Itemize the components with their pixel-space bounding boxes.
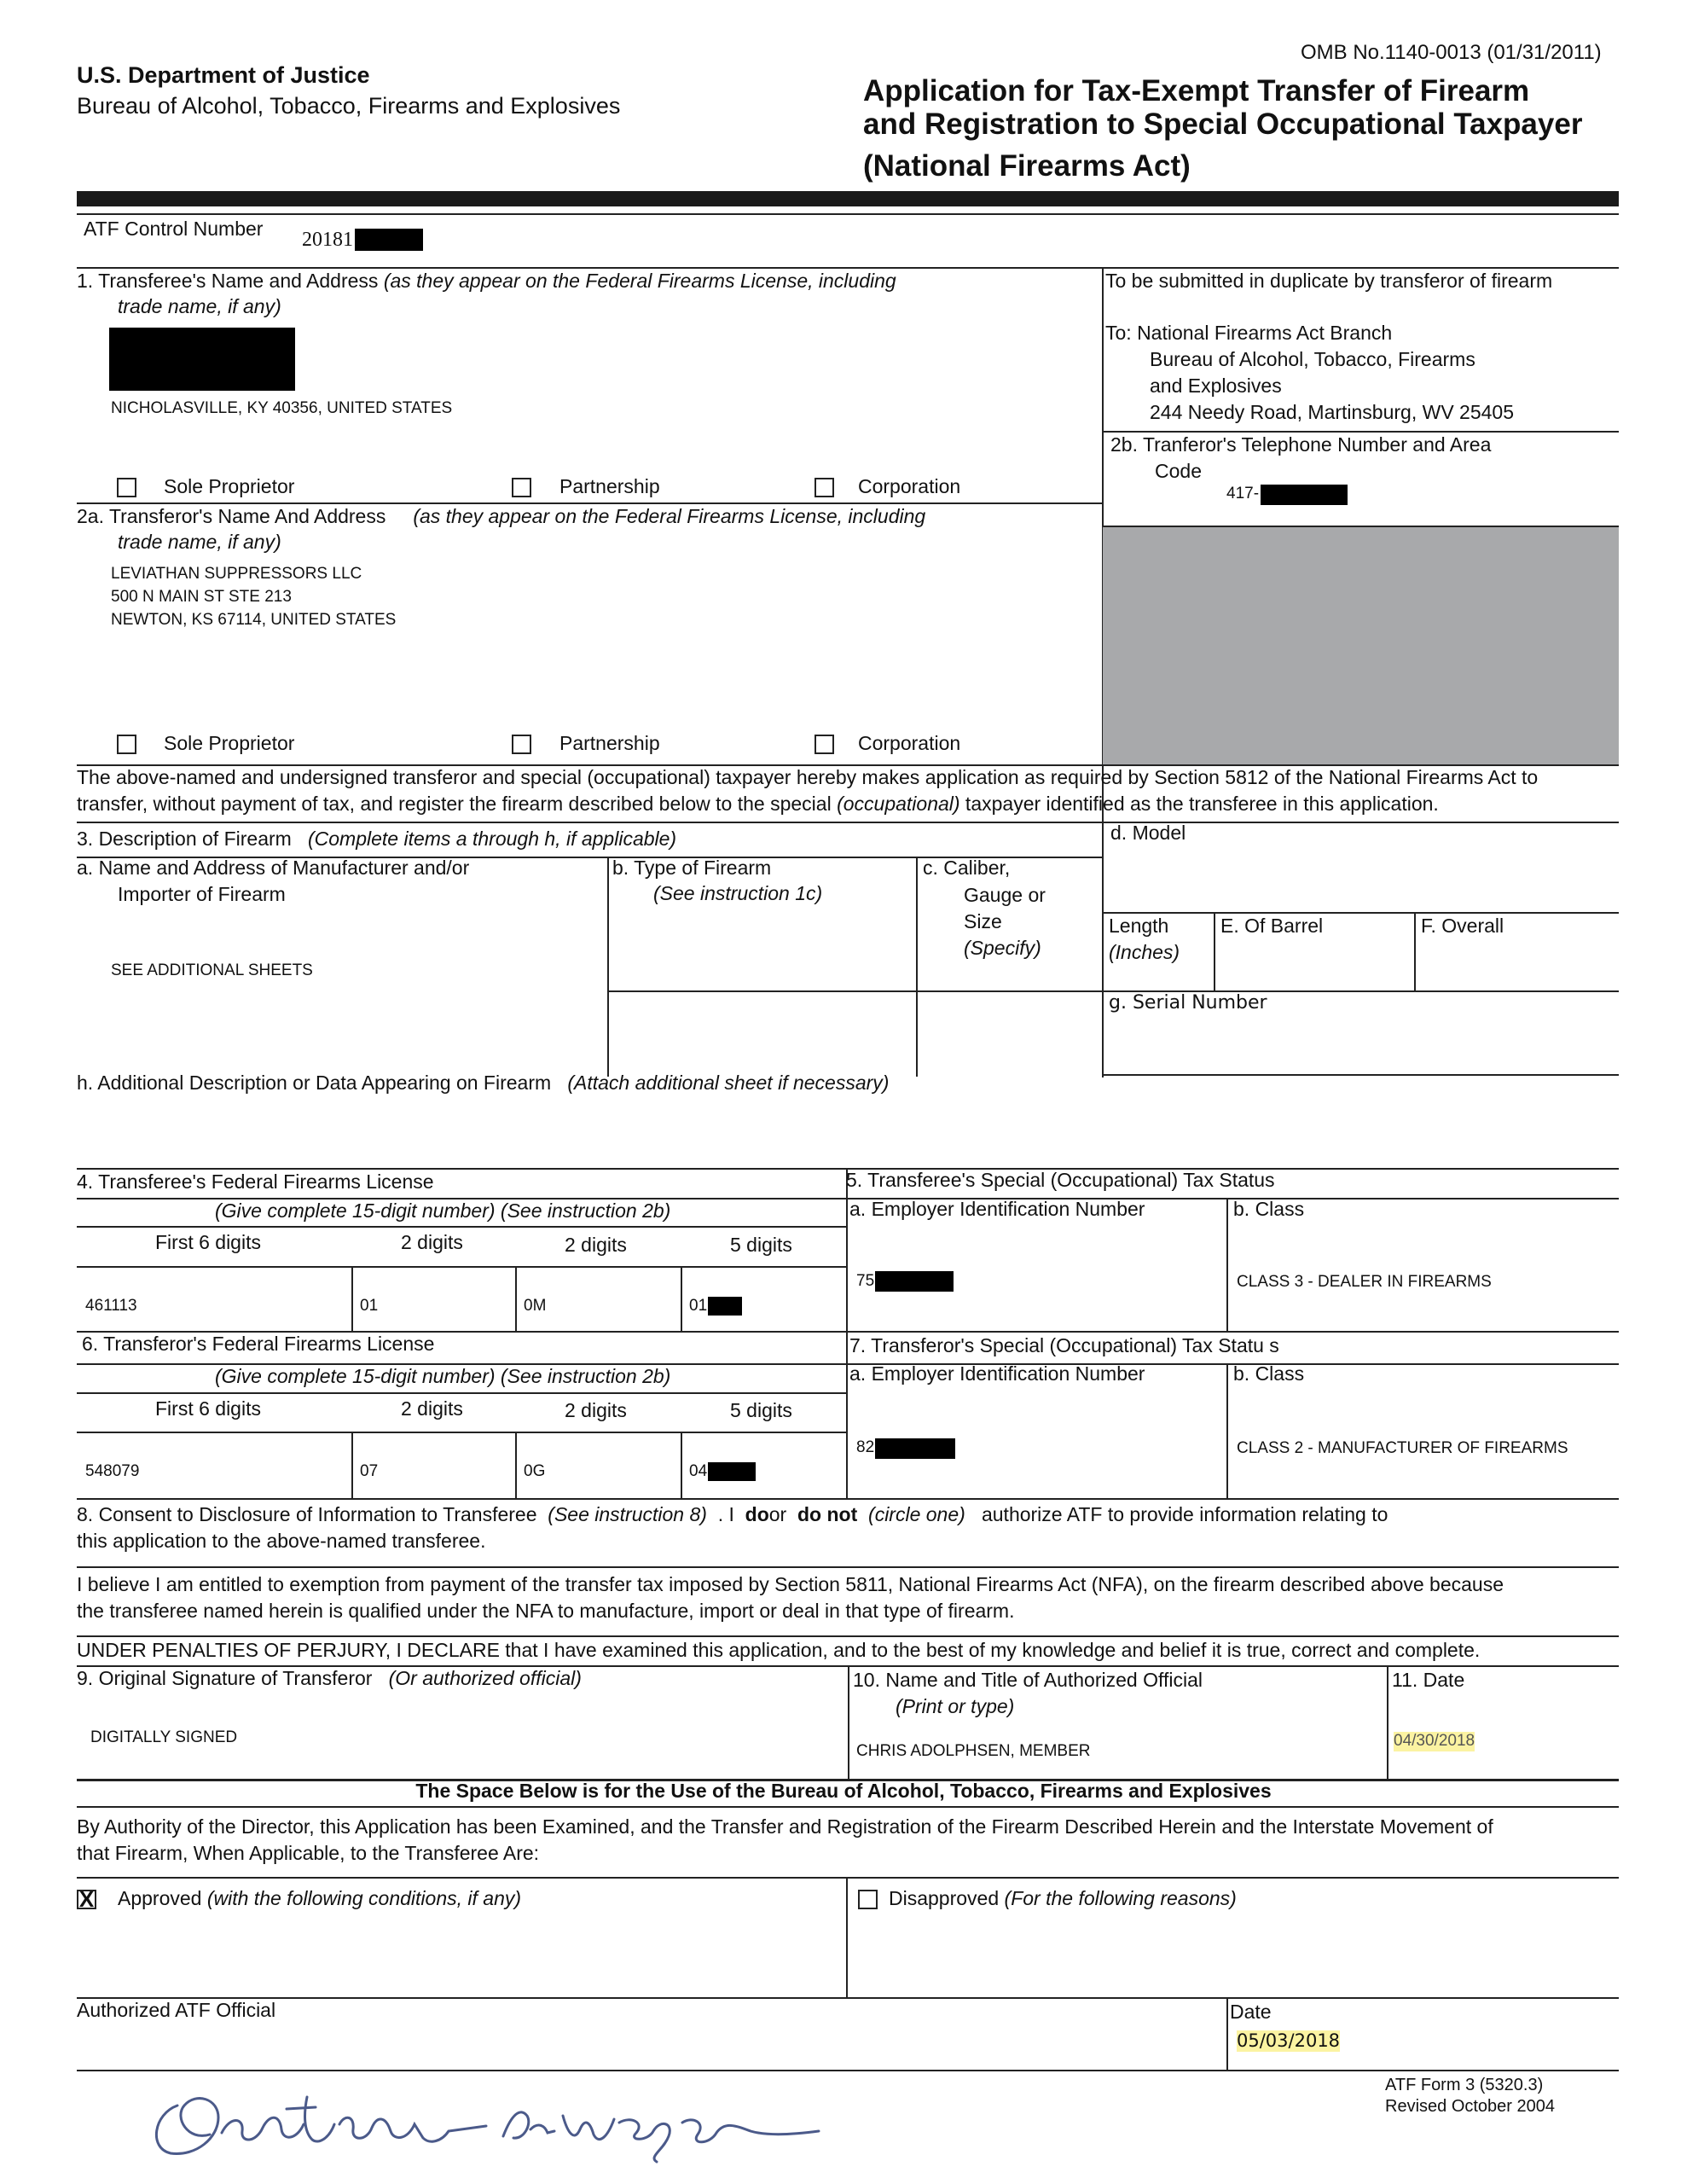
- item3d-label: d. Model: [1110, 822, 1186, 844]
- manufacturer-value: SEE ADDITIONAL SHEETS: [111, 961, 313, 979]
- transferor-ffl-2digits-a: 07: [360, 1462, 379, 1480]
- ffl-header-2digits: 2 digits: [565, 1234, 627, 1256]
- atf-official-signature: [136, 2063, 887, 2165]
- transferee-address: NICHOLASVILLE, KY 40356, UNITED STATES: [111, 399, 453, 417]
- item8-text-a: 8. Consent to Disclosure of Information to Transferee: [77, 1503, 537, 1525]
- transferee-partnership-label: Partnership: [559, 475, 660, 497]
- barrel-length-label: E. Of Barrel: [1220, 915, 1324, 937]
- divider: [846, 1168, 848, 1499]
- divider: [916, 857, 918, 1077]
- length-label2: (Inches): [1109, 941, 1180, 963]
- divider: [77, 213, 1619, 215]
- bureau-name: Bureau of Alcohol, Tobacco, Firearms and Explosives: [77, 93, 621, 119]
- atf-date-label: Date: [1230, 2001, 1272, 2023]
- divider: [681, 1266, 682, 1331]
- redaction: [875, 1438, 955, 1459]
- redaction: [875, 1271, 954, 1292]
- item9-note: (Or authorized official): [388, 1667, 582, 1689]
- item3h-note: (Attach additional sheet if necessary): [567, 1072, 890, 1094]
- item3c-label3: Size: [964, 910, 1002, 932]
- submit-to-line3: and Explosives: [1150, 375, 1282, 397]
- divider: [848, 1665, 849, 1780]
- redaction: [708, 1297, 742, 1316]
- submit-instruction: To be submitted in duplicate by transferor of firearm: [1105, 270, 1553, 292]
- exemption-line1: I believe I am entitled to exemption from payment of the transfer tax imposed by Section 5811, National Firearms Act (NFA), on the firearm described above because: [77, 1573, 1504, 1595]
- item8-text-b: . I: [717, 1503, 734, 1525]
- control-number-label: ATF Control Number: [84, 218, 264, 240]
- divider: [515, 1432, 517, 1499]
- item6-label: 6. Transferor's Federal Firearms License: [82, 1333, 435, 1355]
- item3c-label2: Gauge or: [964, 884, 1046, 906]
- divider: [681, 1432, 682, 1499]
- item5-label: 5. Transferee's Special (Occupational) Tax Status: [846, 1169, 1275, 1191]
- divider: [77, 1566, 1619, 1568]
- item8-line2: this application to the above-named transferee.: [77, 1530, 486, 1552]
- divider: [77, 267, 1619, 269]
- length-label1: Length: [1109, 915, 1169, 937]
- transferee-partnership-checkbox[interactable]: [512, 478, 531, 497]
- redaction: [1261, 485, 1348, 505]
- transferor-partnership-label: Partnership: [559, 732, 660, 754]
- divider: [77, 1392, 846, 1394]
- ffl-header-first6: First 6 digits: [155, 1231, 261, 1253]
- item8-or: or: [768, 1503, 787, 1525]
- disapproved-text: Disapproved: [889, 1887, 1000, 1909]
- item2a-note-b: trade name, if any): [118, 531, 281, 553]
- atf-official-label: Authorized ATF Official: [77, 1999, 276, 2021]
- item8-note: (See instruction 8): [548, 1503, 707, 1525]
- item2a-note: (as they appear on the Federal Firearms License, including: [413, 505, 926, 527]
- approved-note: (with the following conditions, if any): [206, 1887, 522, 1909]
- divider: [351, 1266, 353, 1331]
- item5b-label: b. Class: [1233, 1198, 1305, 1220]
- declaration-line2-c: taxpayer identified as the transferee in this application.: [959, 793, 1439, 815]
- item3h-label: [77, 1072, 889, 1095]
- consent-do-option[interactable]: do: [745, 1503, 769, 1525]
- atf-authority-line2: that Firearm, When Applicable, to the Transferee Are:: [77, 1842, 540, 1864]
- divider: [77, 1226, 846, 1228]
- atf-approval-date: 05/03/2018: [1237, 2030, 1341, 2051]
- form-revised: Revised October 2004: [1385, 2097, 1556, 2116]
- header-rule: [77, 191, 1619, 206]
- serial-number-label: g. Serial Number: [1109, 992, 1267, 1014]
- item8-line1: [77, 1503, 1388, 1527]
- atf-section-header: The Space Below is for the Use of the Bureau of Alcohol, Tobacco, Firearms and Explosives: [415, 1780, 1272, 1802]
- transferor-corporation-label: Corporation: [858, 732, 961, 754]
- divider: [846, 1877, 848, 1998]
- transferor-ffl-2digits-b: 0G: [524, 1462, 546, 1480]
- divider: [1226, 1997, 1228, 2071]
- transferor-class: CLASS 2 - MANUFACTURER OF FIREARMS: [1237, 1439, 1568, 1457]
- shaded-area: [1103, 527, 1619, 764]
- item9-label-text: 9. Original Signature of Transferor: [77, 1667, 373, 1689]
- item1-note: (as they appear on the Federal Firearms License, including: [383, 270, 896, 292]
- item2a-label-text: 2a. Transferor's Name And Address: [77, 505, 386, 527]
- item8-text-c: authorize ATF to provide information relating to: [981, 1503, 1388, 1525]
- transferor-signature: DIGITALLY SIGNED: [90, 1728, 238, 1746]
- ffl-header-first6: First 6 digits: [155, 1397, 261, 1420]
- transferee-ffl-first6: 461113: [85, 1297, 137, 1315]
- divider: [77, 1635, 1619, 1637]
- ffl-header-2digits: 2 digits: [401, 1397, 463, 1420]
- divider: [77, 1498, 1619, 1500]
- divider: [1214, 912, 1215, 992]
- item3c-label4: (Specify): [964, 937, 1041, 959]
- item3a-label1: a. Name and Address of Manufacturer and/or: [77, 857, 470, 879]
- exemption-line2: the transferee named herein is qualified under the NFA to manufacture, import or deal in that type of firearm.: [77, 1600, 1015, 1622]
- transferee-ein: 75: [856, 1272, 875, 1290]
- divider: [1102, 1074, 1619, 1076]
- transferor-corporation-checkbox[interactable]: [815, 735, 834, 754]
- form-number: ATF Form 3 (5320.3): [1385, 2076, 1544, 2094]
- approved-label: [118, 1887, 521, 1911]
- item4-note: (Give complete 15-digit number) (See instruction 2b): [215, 1199, 671, 1222]
- divider: [77, 1806, 1619, 1808]
- item5a-label: a. Employer Identification Number: [849, 1198, 1145, 1220]
- application-date: 04/30/2018: [1394, 1732, 1475, 1750]
- divider: [607, 857, 609, 1077]
- transferor-ffl-5digits: 04: [689, 1462, 708, 1480]
- transferee-class: CLASS 3 - DEALER IN FIREARMS: [1237, 1273, 1492, 1291]
- divider: [1414, 912, 1416, 992]
- form-title-line1: Application for Tax-Exempt Transfer of Firearm: [863, 74, 1530, 107]
- redaction: [109, 328, 295, 391]
- item6-note: (Give complete 15-digit number) (See instruction 2b): [215, 1365, 671, 1387]
- item2b-label-code: Code: [1155, 460, 1202, 482]
- divider: [1387, 1665, 1388, 1780]
- redaction: [708, 1462, 756, 1481]
- transferor-name: LEVIATHAN SUPPRESSORS LLC: [111, 565, 362, 583]
- declaration-line2-b: (occupational): [837, 793, 960, 815]
- item11-label: 11. Date: [1392, 1669, 1465, 1691]
- item4-label: 4. Transferee's Federal Firearms License: [77, 1170, 434, 1193]
- form-title-line3: (National Firearms Act): [863, 149, 1191, 183]
- divider: [1102, 912, 1619, 914]
- item10-label: 10. Name and Title of Authorized Official: [853, 1669, 1203, 1691]
- divider: [1226, 1198, 1228, 1331]
- divider: [1102, 822, 1104, 1077]
- transferee-ffl-2digits-a: 01: [360, 1297, 379, 1315]
- submit-to-line2: Bureau of Alcohol, Tobacco, Firearms: [1150, 348, 1475, 370]
- submit-to-line4: 244 Needy Road, Martinsburg, WV 25405: [1150, 401, 1515, 423]
- divider: [77, 1432, 846, 1433]
- item3-label-text: 3. Description of Firearm: [77, 828, 292, 850]
- item7-label: 7. Transferor's Special (Occupational) Tax Statu s: [849, 1334, 1279, 1356]
- transferor-phone: 417-: [1226, 485, 1260, 502]
- item3h-label-text: h. Additional Description or Data Appearing on Firearm: [77, 1072, 552, 1094]
- transferee-sole-proprietor-checkbox[interactable]: [117, 478, 136, 497]
- divider: [1226, 1363, 1228, 1499]
- perjury-statement: UNDER PENALTIES OF PERJURY, I DECLARE that I have examined this application, and to the best of my knowledge and belief it is true, correct and complete.: [77, 1639, 1481, 1661]
- transferor-street: 500 N MAIN ST STE 213: [111, 588, 292, 606]
- item10-note: (Print or type): [896, 1695, 1015, 1717]
- divider: [77, 1997, 1619, 1999]
- item8-circle-note: (circle one): [868, 1503, 965, 1525]
- disapproved-label: [889, 1887, 1237, 1911]
- item3-note: (Complete items a through h, if applicable): [307, 828, 677, 850]
- transferee-sole-proprietor-label: Sole Proprietor: [164, 475, 295, 497]
- transferor-sole-proprietor-checkbox[interactable]: [117, 735, 136, 754]
- declaration-line1: The above-named and undersigned transferor and special (occupational) taxpayer hereby makes application as required by Section 5812 of the National Firearms Act to: [77, 766, 1539, 788]
- item3b-label1: b. Type of Firearm: [612, 857, 772, 879]
- declaration-line2: [77, 793, 1439, 816]
- divider: [77, 822, 1619, 823]
- ffl-header-5digits: 5 digits: [730, 1399, 792, 1421]
- item7b-label: b. Class: [1233, 1362, 1305, 1385]
- divider: [77, 1877, 1619, 1879]
- atf-authority-line1: By Authority of the Director, this Application has been Examined, and the Transfer and Registration of the Firearm Described Herein and the Interstate Movement of: [77, 1815, 1493, 1838]
- transferee-ffl-2digits-b: 0M: [524, 1297, 547, 1315]
- transferee-corporation-label: Corporation: [858, 475, 961, 497]
- item2a-label: [77, 505, 925, 529]
- approved-text: Approved: [118, 1887, 202, 1909]
- disapproved-checkbox[interactable]: [858, 1890, 878, 1909]
- transferor-ffl-first6: 548079: [85, 1462, 140, 1480]
- transferor-partnership-checkbox[interactable]: [512, 735, 531, 754]
- item3c-label1: c. Caliber,: [923, 857, 1011, 879]
- transferor-sole-proprietor-label: Sole Proprietor: [164, 732, 295, 754]
- item7a-label: a. Employer Identification Number: [849, 1362, 1145, 1385]
- divider: [77, 1266, 846, 1268]
- item1-note-b: trade name, if any): [118, 295, 281, 317]
- divider: [77, 502, 1102, 504]
- redaction: [355, 229, 423, 251]
- ffl-header-2digits: 2 digits: [401, 1231, 463, 1253]
- consent-do-not-option[interactable]: do not: [797, 1503, 858, 1525]
- authorized-official-name: CHRIS ADOLPHSEN, MEMBER: [856, 1742, 1091, 1760]
- item1-label-text: 1. Transferee's Name and Address: [77, 270, 379, 292]
- approved-checkbox[interactable]: X: [77, 1890, 96, 1909]
- ffl-header-5digits: 5 digits: [730, 1234, 792, 1256]
- transferor-ein: 82: [856, 1438, 875, 1456]
- disapproved-note: (For the following reasons): [1004, 1887, 1237, 1909]
- transferee-corporation-checkbox[interactable]: [815, 478, 834, 497]
- item3-label: [77, 828, 676, 851]
- form-title-line2: and Registration to Special Occupational Taxpayer: [863, 107, 1583, 141]
- submit-to-line1: To: National Firearms Act Branch: [1105, 322, 1393, 344]
- omb-number: OMB No.1140-0013 (01/31/2011): [1301, 41, 1602, 64]
- overall-length-label: F. Overall: [1421, 915, 1504, 937]
- item1-label: [77, 270, 896, 293]
- item3a-label2: Importer of Firearm: [118, 883, 286, 905]
- divider: [351, 1432, 353, 1499]
- divider: [1102, 431, 1619, 433]
- item9-label: [77, 1667, 582, 1691]
- item2b-label: 2b. Tranferor's Telephone Number and Area: [1110, 433, 1492, 456]
- declaration-line2-a: transfer, without payment of tax, and register the firearm described below to the special: [77, 793, 838, 815]
- agency-name: U.S. Department of Justice: [77, 62, 370, 88]
- ffl-header-2digits: 2 digits: [565, 1399, 627, 1421]
- item3b-label2: (See instruction 1c): [653, 882, 823, 904]
- control-number-value: 20181: [302, 229, 353, 251]
- transferor-city: NEWTON, KS 67114, UNITED STATES: [111, 611, 397, 629]
- transferee-ffl-5digits: 01: [689, 1297, 708, 1315]
- divider: [515, 1266, 517, 1331]
